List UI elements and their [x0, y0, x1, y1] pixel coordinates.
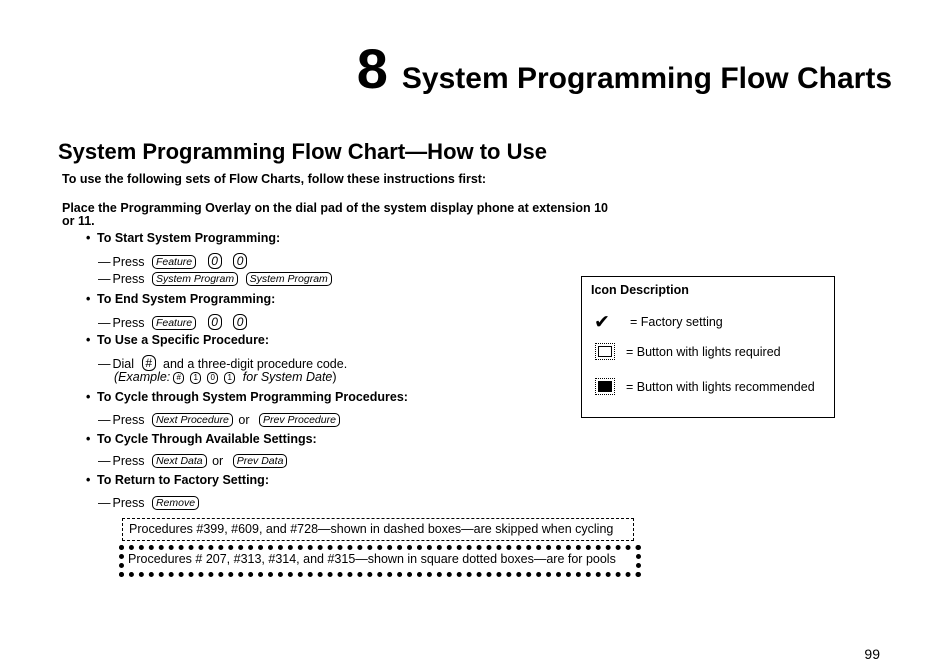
step-start-press-system-program: — Press System Program System Program: [98, 272, 332, 286]
step-press-next-prev-procedure: — Press Next Procedure or Prev Procedure: [98, 413, 340, 427]
icon-box-title: Icon Description: [591, 283, 689, 297]
icon-row-factory: ✔ = Factory setting: [594, 312, 723, 333]
icon-row-lights-recommended: = Button with lights recommended: [594, 380, 815, 394]
one-key: 1: [190, 372, 201, 384]
zero-key: 0: [233, 253, 247, 269]
bullet-specific-procedure: • To Use a Specific Procedure:: [86, 333, 270, 347]
step-dial-hash: — Dial # and a three-digit procedure code.: [98, 356, 348, 371]
check-icon: ✔: [594, 312, 610, 333]
bullet-start-programming: • To Start System Programming:: [86, 231, 281, 245]
feature-key: Feature: [152, 255, 196, 269]
bullet-factory-setting: • To Return to Factory Setting:: [86, 473, 269, 487]
bullet-cycle-procedures: • To Cycle through System Programming Procedures:: [86, 390, 408, 404]
remove-key: Remove: [152, 496, 199, 510]
feature-key: Feature: [152, 316, 196, 330]
step-press-next-prev-data: — Press Next Data or Prev Data: [98, 454, 287, 468]
one-key: 1: [224, 372, 235, 384]
dashed-box-note: Procedures #399, #609, and #728—shown in dashed boxes—are skipped when cycling: [122, 518, 634, 541]
zero-key: 0: [208, 253, 222, 269]
step-press-remove: — Press Remove: [98, 496, 199, 510]
overlay-instruction: Place the Programming Overlay on the dial pad of the system display phone at extension 10 or 11.: [62, 201, 608, 228]
next-data-key: Next Data: [152, 454, 207, 468]
section-title: System Programming Flow Chart—How to Use: [58, 139, 547, 164]
page-number: 99: [864, 646, 880, 662]
zero-key: 0: [208, 314, 222, 330]
system-program-key: System Program: [246, 272, 332, 286]
bullet-end-programming: • To End System Programming:: [86, 292, 276, 306]
example-system-date: (Example: # 1 0 1 for System Date): [114, 370, 337, 384]
lamp-outline-icon: [598, 346, 612, 357]
next-procedure-key: Next Procedure: [152, 413, 233, 427]
lamp-filled-icon: [598, 381, 612, 392]
bullet-cycle-settings: • To Cycle Through Available Settings:: [86, 432, 317, 446]
zero-key: 0: [233, 314, 247, 330]
prev-data-key: Prev Data: [233, 454, 288, 468]
chapter-title: System Programming Flow Charts: [401, 62, 892, 95]
prev-procedure-key: Prev Procedure: [259, 413, 340, 427]
dotted-box-note: Procedures # 207, #313, #314, and #315—shown in square dotted boxes—are for pools: [119, 545, 641, 577]
system-program-key: System Program: [152, 272, 238, 286]
icon-description-box: [581, 276, 835, 418]
step-start-press-feature: — Press Feature 0 0: [98, 253, 247, 269]
hash-key: #: [173, 372, 184, 384]
step-end-press-feature: — Press Feature 0 0: [98, 314, 247, 330]
chapter-number: 8: [356, 37, 388, 100]
zero-key: 0: [207, 372, 218, 384]
icon-row-lights-required: = Button with lights required: [594, 345, 781, 359]
hash-key: #: [142, 355, 156, 371]
intro-text: To use the following sets of Flow Charts, follow these instructions first:: [62, 172, 487, 186]
chapter-heading: [357, 36, 892, 101]
